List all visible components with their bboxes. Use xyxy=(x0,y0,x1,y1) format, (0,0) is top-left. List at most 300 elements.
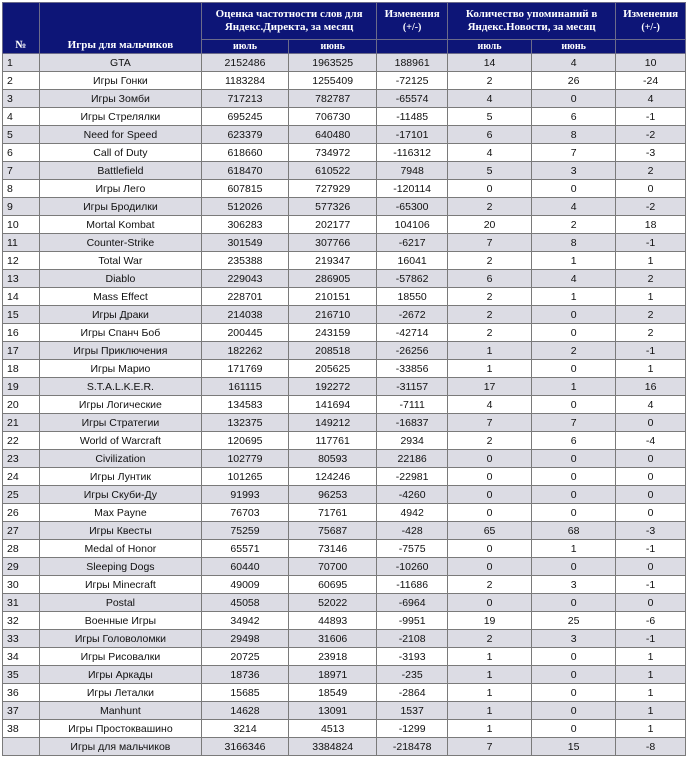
cell-game-name: Mass Effect xyxy=(39,288,201,306)
cell-news-change: 0 xyxy=(616,558,686,576)
cell-freq-july: 161115 xyxy=(201,378,288,396)
cell-total-freq-june: 3384824 xyxy=(289,738,377,756)
cell-news-june: 8 xyxy=(532,126,616,144)
cell-game-name: Игры Лунтик xyxy=(39,468,201,486)
cell-freq-july: 2152486 xyxy=(201,54,288,72)
cell-news-june: 0 xyxy=(532,306,616,324)
cell-news-june: 0 xyxy=(532,468,616,486)
cell-freq-change: -2672 xyxy=(377,306,448,324)
cell-news-june: 25 xyxy=(532,612,616,630)
cell-freq-change: -116312 xyxy=(377,144,448,162)
cell-news-july: 2 xyxy=(448,288,532,306)
table-row xyxy=(3,684,686,702)
cell-freq-change: -42714 xyxy=(377,324,448,342)
cell-number: 36 xyxy=(3,684,40,702)
cell-total-news-change: -8 xyxy=(616,738,686,756)
cell-news-june: 0 xyxy=(532,702,616,720)
cell-freq-june: 18549 xyxy=(289,684,377,702)
cell-news-july: 1 xyxy=(448,720,532,738)
cell-freq-change: -4260 xyxy=(377,486,448,504)
cell-news-change: 0 xyxy=(616,414,686,432)
cell-news-change: 1 xyxy=(616,702,686,720)
cell-game-name: Игры Стрелялки xyxy=(39,108,201,126)
cell-news-june: 7 xyxy=(532,414,616,432)
cell-freq-change: -11485 xyxy=(377,108,448,126)
cell-freq-change: -428 xyxy=(377,522,448,540)
cell-number: 25 xyxy=(3,486,40,504)
cell-news-change: 1 xyxy=(616,666,686,684)
cell-freq-change: -9951 xyxy=(377,612,448,630)
cell-game-name: Игры Minecraft xyxy=(39,576,201,594)
cell-news-change: -1 xyxy=(616,576,686,594)
cell-game-name: Игры Приключения xyxy=(39,342,201,360)
cell-freq-july: 229043 xyxy=(201,270,288,288)
cell-number: 32 xyxy=(3,612,40,630)
table-row xyxy=(3,666,686,684)
cell-number: 27 xyxy=(3,522,40,540)
cell-freq-change: 104106 xyxy=(377,216,448,234)
cell-freq-change: -26256 xyxy=(377,342,448,360)
cell-game-name: Игры Спанч Боб xyxy=(39,324,201,342)
cell-game-name: Diablo xyxy=(39,270,201,288)
cell-news-change: -6 xyxy=(616,612,686,630)
cell-news-june: 26 xyxy=(532,72,616,90)
cell-freq-june: 18971 xyxy=(289,666,377,684)
cell-freq-june: 44893 xyxy=(289,612,377,630)
cell-freq-change: -57862 xyxy=(377,270,448,288)
cell-game-name: Mortal Kombat xyxy=(39,216,201,234)
cell-news-july: 1 xyxy=(448,360,532,378)
cell-news-june: 0 xyxy=(532,594,616,612)
cell-freq-july: 3214 xyxy=(201,720,288,738)
cell-freq-july: 301549 xyxy=(201,234,288,252)
cell-news-change: -3 xyxy=(616,522,686,540)
cell-game-name: Battlefield xyxy=(39,162,201,180)
cell-game-name: Игры Драки xyxy=(39,306,201,324)
cell-freq-change: -2864 xyxy=(377,684,448,702)
table-row xyxy=(3,504,686,522)
cell-number: 30 xyxy=(3,576,40,594)
cell-news-june: 4 xyxy=(532,270,616,288)
cell-number: 24 xyxy=(3,468,40,486)
cell-news-change: -1 xyxy=(616,342,686,360)
cell-news-june: 8 xyxy=(532,234,616,252)
table-row xyxy=(3,108,686,126)
cell-game-name: Игры Квесты xyxy=(39,522,201,540)
cell-game-name: GTA xyxy=(39,54,201,72)
cell-game-name: Игры Стратегии xyxy=(39,414,201,432)
cell-freq-july: 34942 xyxy=(201,612,288,630)
cell-news-july: 5 xyxy=(448,162,532,180)
cell-freq-june: 205625 xyxy=(289,360,377,378)
cell-news-change: -1 xyxy=(616,108,686,126)
cell-news-june: 0 xyxy=(532,450,616,468)
cell-news-july: 2 xyxy=(448,324,532,342)
cell-total-blank xyxy=(3,738,40,756)
cell-freq-change: -6964 xyxy=(377,594,448,612)
table-row xyxy=(3,54,686,72)
cell-number: 8 xyxy=(3,180,40,198)
cell-freq-july: 717213 xyxy=(201,90,288,108)
cell-freq-june: 286905 xyxy=(289,270,377,288)
cell-freq-change: 18550 xyxy=(377,288,448,306)
header-july: июль xyxy=(201,40,288,54)
cell-game-name: Военные Игры xyxy=(39,612,201,630)
cell-news-june: 0 xyxy=(532,666,616,684)
header-june-news: июнь xyxy=(532,40,616,54)
table-row xyxy=(3,450,686,468)
cell-freq-june: 13091 xyxy=(289,702,377,720)
cell-number: 15 xyxy=(3,306,40,324)
header-games: Игры для мальчиков xyxy=(39,3,201,54)
header-changes2: Изменения (+/-) xyxy=(616,3,686,40)
table-row xyxy=(3,522,686,540)
cell-freq-july: 1183284 xyxy=(201,72,288,90)
cell-freq-change: 2934 xyxy=(377,432,448,450)
cell-freq-june: 73146 xyxy=(289,540,377,558)
cell-freq-change: -6217 xyxy=(377,234,448,252)
cell-freq-june: 60695 xyxy=(289,576,377,594)
header-changes1: Изменения (+/-) xyxy=(377,3,448,40)
cell-freq-july: 18736 xyxy=(201,666,288,684)
table-row xyxy=(3,468,686,486)
cell-freq-june: 117761 xyxy=(289,432,377,450)
cell-news-june: 0 xyxy=(532,90,616,108)
cell-freq-change: -7575 xyxy=(377,540,448,558)
cell-news-july: 4 xyxy=(448,396,532,414)
cell-freq-change: 1537 xyxy=(377,702,448,720)
cell-number: 21 xyxy=(3,414,40,432)
cell-number: 19 xyxy=(3,378,40,396)
cell-news-june: 0 xyxy=(532,324,616,342)
table-row xyxy=(3,324,686,342)
cell-game-name: Игры Скуби-Ду xyxy=(39,486,201,504)
cell-freq-july: 618470 xyxy=(201,162,288,180)
cell-number: 28 xyxy=(3,540,40,558)
cell-news-change: -1 xyxy=(616,234,686,252)
cell-news-change: 0 xyxy=(616,180,686,198)
cell-number: 9 xyxy=(3,198,40,216)
cell-news-july: 7 xyxy=(448,414,532,432)
cell-news-july: 0 xyxy=(448,450,532,468)
header-changes1-blank xyxy=(377,40,448,54)
cell-number: 18 xyxy=(3,360,40,378)
cell-freq-june: 243159 xyxy=(289,324,377,342)
cell-news-change: 1 xyxy=(616,648,686,666)
cell-freq-july: 132375 xyxy=(201,414,288,432)
cell-number: 7 xyxy=(3,162,40,180)
cell-news-june: 3 xyxy=(532,162,616,180)
cell-game-name: Игры Лего xyxy=(39,180,201,198)
cell-news-july: 0 xyxy=(448,594,532,612)
cell-freq-june: 149212 xyxy=(289,414,377,432)
table-row xyxy=(3,252,686,270)
cell-news-june: 0 xyxy=(532,684,616,702)
cell-freq-july: 171769 xyxy=(201,360,288,378)
cell-freq-change: 7948 xyxy=(377,162,448,180)
cell-news-july: 19 xyxy=(448,612,532,630)
cell-freq-june: 734972 xyxy=(289,144,377,162)
stats-table-container xyxy=(2,2,686,756)
cell-freq-june: 52022 xyxy=(289,594,377,612)
cell-freq-june: 192272 xyxy=(289,378,377,396)
cell-game-name: Игры Бродилки xyxy=(39,198,201,216)
cell-news-july: 5 xyxy=(448,108,532,126)
cell-freq-june: 640480 xyxy=(289,126,377,144)
cell-freq-june: 96253 xyxy=(289,486,377,504)
cell-freq-june: 706730 xyxy=(289,108,377,126)
cell-game-name: Игры Простоквашино xyxy=(39,720,201,738)
cell-freq-july: 29498 xyxy=(201,630,288,648)
cell-news-change: 1 xyxy=(616,720,686,738)
cell-freq-july: 228701 xyxy=(201,288,288,306)
cell-freq-july: 49009 xyxy=(201,576,288,594)
cell-news-july: 2 xyxy=(448,630,532,648)
cell-news-june: 6 xyxy=(532,108,616,126)
cell-news-july: 0 xyxy=(448,504,532,522)
cell-freq-july: 512026 xyxy=(201,198,288,216)
table-row xyxy=(3,648,686,666)
cell-freq-july: 91993 xyxy=(201,486,288,504)
table-row xyxy=(3,288,686,306)
cell-news-july: 0 xyxy=(448,180,532,198)
cell-game-name: Manhunt xyxy=(39,702,201,720)
cell-news-june: 1 xyxy=(532,252,616,270)
cell-freq-july: 45058 xyxy=(201,594,288,612)
cell-freq-july: 623379 xyxy=(201,126,288,144)
table-row xyxy=(3,216,686,234)
cell-freq-change: -3193 xyxy=(377,648,448,666)
cell-freq-change: -2108 xyxy=(377,630,448,648)
table-row xyxy=(3,540,686,558)
cell-news-june: 6 xyxy=(532,432,616,450)
cell-news-july: 0 xyxy=(448,558,532,576)
cell-news-june: 2 xyxy=(532,216,616,234)
cell-news-july: 4 xyxy=(448,90,532,108)
cell-freq-june: 219347 xyxy=(289,252,377,270)
header-july-news: июль xyxy=(448,40,532,54)
cell-number: 22 xyxy=(3,432,40,450)
cell-freq-july: 607815 xyxy=(201,180,288,198)
cell-game-name: Игры Гонки xyxy=(39,72,201,90)
cell-game-name: World of Warcraft xyxy=(39,432,201,450)
cell-news-july: 0 xyxy=(448,486,532,504)
cell-freq-june: 71761 xyxy=(289,504,377,522)
cell-news-june: 0 xyxy=(532,558,616,576)
cell-freq-change: -235 xyxy=(377,666,448,684)
table-row xyxy=(3,558,686,576)
cell-freq-change: 188961 xyxy=(377,54,448,72)
header-changes2-blank xyxy=(616,40,686,54)
cell-news-change: -2 xyxy=(616,198,686,216)
cell-freq-change: 16041 xyxy=(377,252,448,270)
cell-freq-july: 695245 xyxy=(201,108,288,126)
table-row xyxy=(3,630,686,648)
table-row xyxy=(3,306,686,324)
cell-news-change: 10 xyxy=(616,54,686,72)
cell-news-july: 14 xyxy=(448,54,532,72)
cell-news-change: 2 xyxy=(616,270,686,288)
cell-freq-july: 15685 xyxy=(201,684,288,702)
cell-freq-july: 75259 xyxy=(201,522,288,540)
cell-number: 12 xyxy=(3,252,40,270)
table-row xyxy=(3,378,686,396)
cell-news-change: 0 xyxy=(616,486,686,504)
cell-news-change: 1 xyxy=(616,684,686,702)
cell-freq-july: 182262 xyxy=(201,342,288,360)
cell-freq-change: -7111 xyxy=(377,396,448,414)
cell-game-name: Max Payne xyxy=(39,504,201,522)
cell-news-change: -3 xyxy=(616,144,686,162)
cell-total-name: Игры для мальчиков xyxy=(39,738,201,756)
cell-number: 6 xyxy=(3,144,40,162)
cell-freq-change: -65574 xyxy=(377,90,448,108)
cell-news-change: 0 xyxy=(616,504,686,522)
cell-news-july: 1 xyxy=(448,702,532,720)
cell-news-change: -24 xyxy=(616,72,686,90)
cell-game-name: Counter-Strike xyxy=(39,234,201,252)
table-row xyxy=(3,612,686,630)
cell-news-july: 2 xyxy=(448,198,532,216)
cell-freq-june: 210151 xyxy=(289,288,377,306)
cell-number: 1 xyxy=(3,54,40,72)
cell-game-name: Call of Duty xyxy=(39,144,201,162)
cell-news-change: -1 xyxy=(616,540,686,558)
cell-news-june: 0 xyxy=(532,180,616,198)
cell-news-june: 1 xyxy=(532,378,616,396)
cell-freq-june: 727929 xyxy=(289,180,377,198)
table-row xyxy=(3,414,686,432)
total-row xyxy=(3,738,686,756)
cell-news-july: 20 xyxy=(448,216,532,234)
table-row xyxy=(3,126,686,144)
cell-news-june: 0 xyxy=(532,648,616,666)
cell-freq-change: -72125 xyxy=(377,72,448,90)
cell-number: 2 xyxy=(3,72,40,90)
cell-freq-june: 75687 xyxy=(289,522,377,540)
cell-freq-july: 76703 xyxy=(201,504,288,522)
cell-freq-change: -31157 xyxy=(377,378,448,396)
cell-freq-june: 4513 xyxy=(289,720,377,738)
cell-news-change: 1 xyxy=(616,252,686,270)
cell-freq-july: 65571 xyxy=(201,540,288,558)
table-row xyxy=(3,234,686,252)
cell-freq-july: 214038 xyxy=(201,306,288,324)
cell-news-june: 0 xyxy=(532,360,616,378)
cell-freq-change: -22981 xyxy=(377,468,448,486)
table-row xyxy=(3,180,686,198)
cell-number: 38 xyxy=(3,720,40,738)
header-june: июнь xyxy=(289,40,377,54)
cell-freq-july: 102779 xyxy=(201,450,288,468)
cell-freq-july: 20725 xyxy=(201,648,288,666)
cell-news-july: 1 xyxy=(448,648,532,666)
cell-game-name: Игры Зомби xyxy=(39,90,201,108)
cell-game-name: Medal of Honor xyxy=(39,540,201,558)
cell-news-july: 7 xyxy=(448,234,532,252)
header-news-group: Количество упоминаний в Яндекс.Новости, за месяц xyxy=(448,3,616,40)
cell-freq-june: 1963525 xyxy=(289,54,377,72)
table-row xyxy=(3,360,686,378)
cell-total-news-june: 15 xyxy=(532,738,616,756)
cell-news-change: 0 xyxy=(616,450,686,468)
cell-news-change: -1 xyxy=(616,630,686,648)
cell-news-july: 1 xyxy=(448,342,532,360)
cell-news-july: 0 xyxy=(448,468,532,486)
cell-freq-change: -33856 xyxy=(377,360,448,378)
cell-game-name: S.T.A.L.K.E.R. xyxy=(39,378,201,396)
table-row xyxy=(3,162,686,180)
cell-news-june: 4 xyxy=(532,198,616,216)
cell-number: 14 xyxy=(3,288,40,306)
cell-freq-july: 200445 xyxy=(201,324,288,342)
cell-news-july: 65 xyxy=(448,522,532,540)
cell-number: 23 xyxy=(3,450,40,468)
cell-news-july: 4 xyxy=(448,144,532,162)
table-row xyxy=(3,270,686,288)
cell-freq-june: 202177 xyxy=(289,216,377,234)
cell-game-name: Игры Рисовалки xyxy=(39,648,201,666)
cell-news-june: 0 xyxy=(532,486,616,504)
cell-game-name: Need for Speed xyxy=(39,126,201,144)
cell-freq-change: 22186 xyxy=(377,450,448,468)
cell-game-name: Игры Аркады xyxy=(39,666,201,684)
cell-news-june: 0 xyxy=(532,504,616,522)
table-row xyxy=(3,486,686,504)
cell-news-change: 1 xyxy=(616,288,686,306)
cell-news-change: -4 xyxy=(616,432,686,450)
cell-freq-july: 60440 xyxy=(201,558,288,576)
cell-news-july: 6 xyxy=(448,126,532,144)
cell-news-change: 0 xyxy=(616,594,686,612)
cell-news-change: 1 xyxy=(616,360,686,378)
cell-news-july: 17 xyxy=(448,378,532,396)
cell-news-july: 2 xyxy=(448,72,532,90)
cell-news-change: 4 xyxy=(616,396,686,414)
cell-game-name: Sleeping Dogs xyxy=(39,558,201,576)
table-row xyxy=(3,342,686,360)
cell-freq-change: -16837 xyxy=(377,414,448,432)
cell-number: 37 xyxy=(3,702,40,720)
cell-news-july: 6 xyxy=(448,270,532,288)
cell-total-freq-july: 3166346 xyxy=(201,738,288,756)
cell-news-change: 2 xyxy=(616,324,686,342)
cell-number: 5 xyxy=(3,126,40,144)
cell-number: 17 xyxy=(3,342,40,360)
cell-news-july: 2 xyxy=(448,576,532,594)
cell-freq-june: 23918 xyxy=(289,648,377,666)
cell-number: 16 xyxy=(3,324,40,342)
cell-news-june: 1 xyxy=(532,288,616,306)
cell-freq-change: -120114 xyxy=(377,180,448,198)
cell-number: 29 xyxy=(3,558,40,576)
cell-game-name: Total War xyxy=(39,252,201,270)
cell-number: 33 xyxy=(3,630,40,648)
cell-freq-change: -1299 xyxy=(377,720,448,738)
table-row xyxy=(3,72,686,90)
cell-number: 13 xyxy=(3,270,40,288)
cell-news-june: 4 xyxy=(532,54,616,72)
cell-news-june: 68 xyxy=(532,522,616,540)
cell-total-news-july: 7 xyxy=(448,738,532,756)
cell-news-july: 0 xyxy=(448,540,532,558)
cell-news-change: 0 xyxy=(616,468,686,486)
cell-number: 35 xyxy=(3,666,40,684)
cell-freq-june: 31606 xyxy=(289,630,377,648)
cell-news-june: 0 xyxy=(532,396,616,414)
cell-news-change: 2 xyxy=(616,306,686,324)
table-row xyxy=(3,720,686,738)
